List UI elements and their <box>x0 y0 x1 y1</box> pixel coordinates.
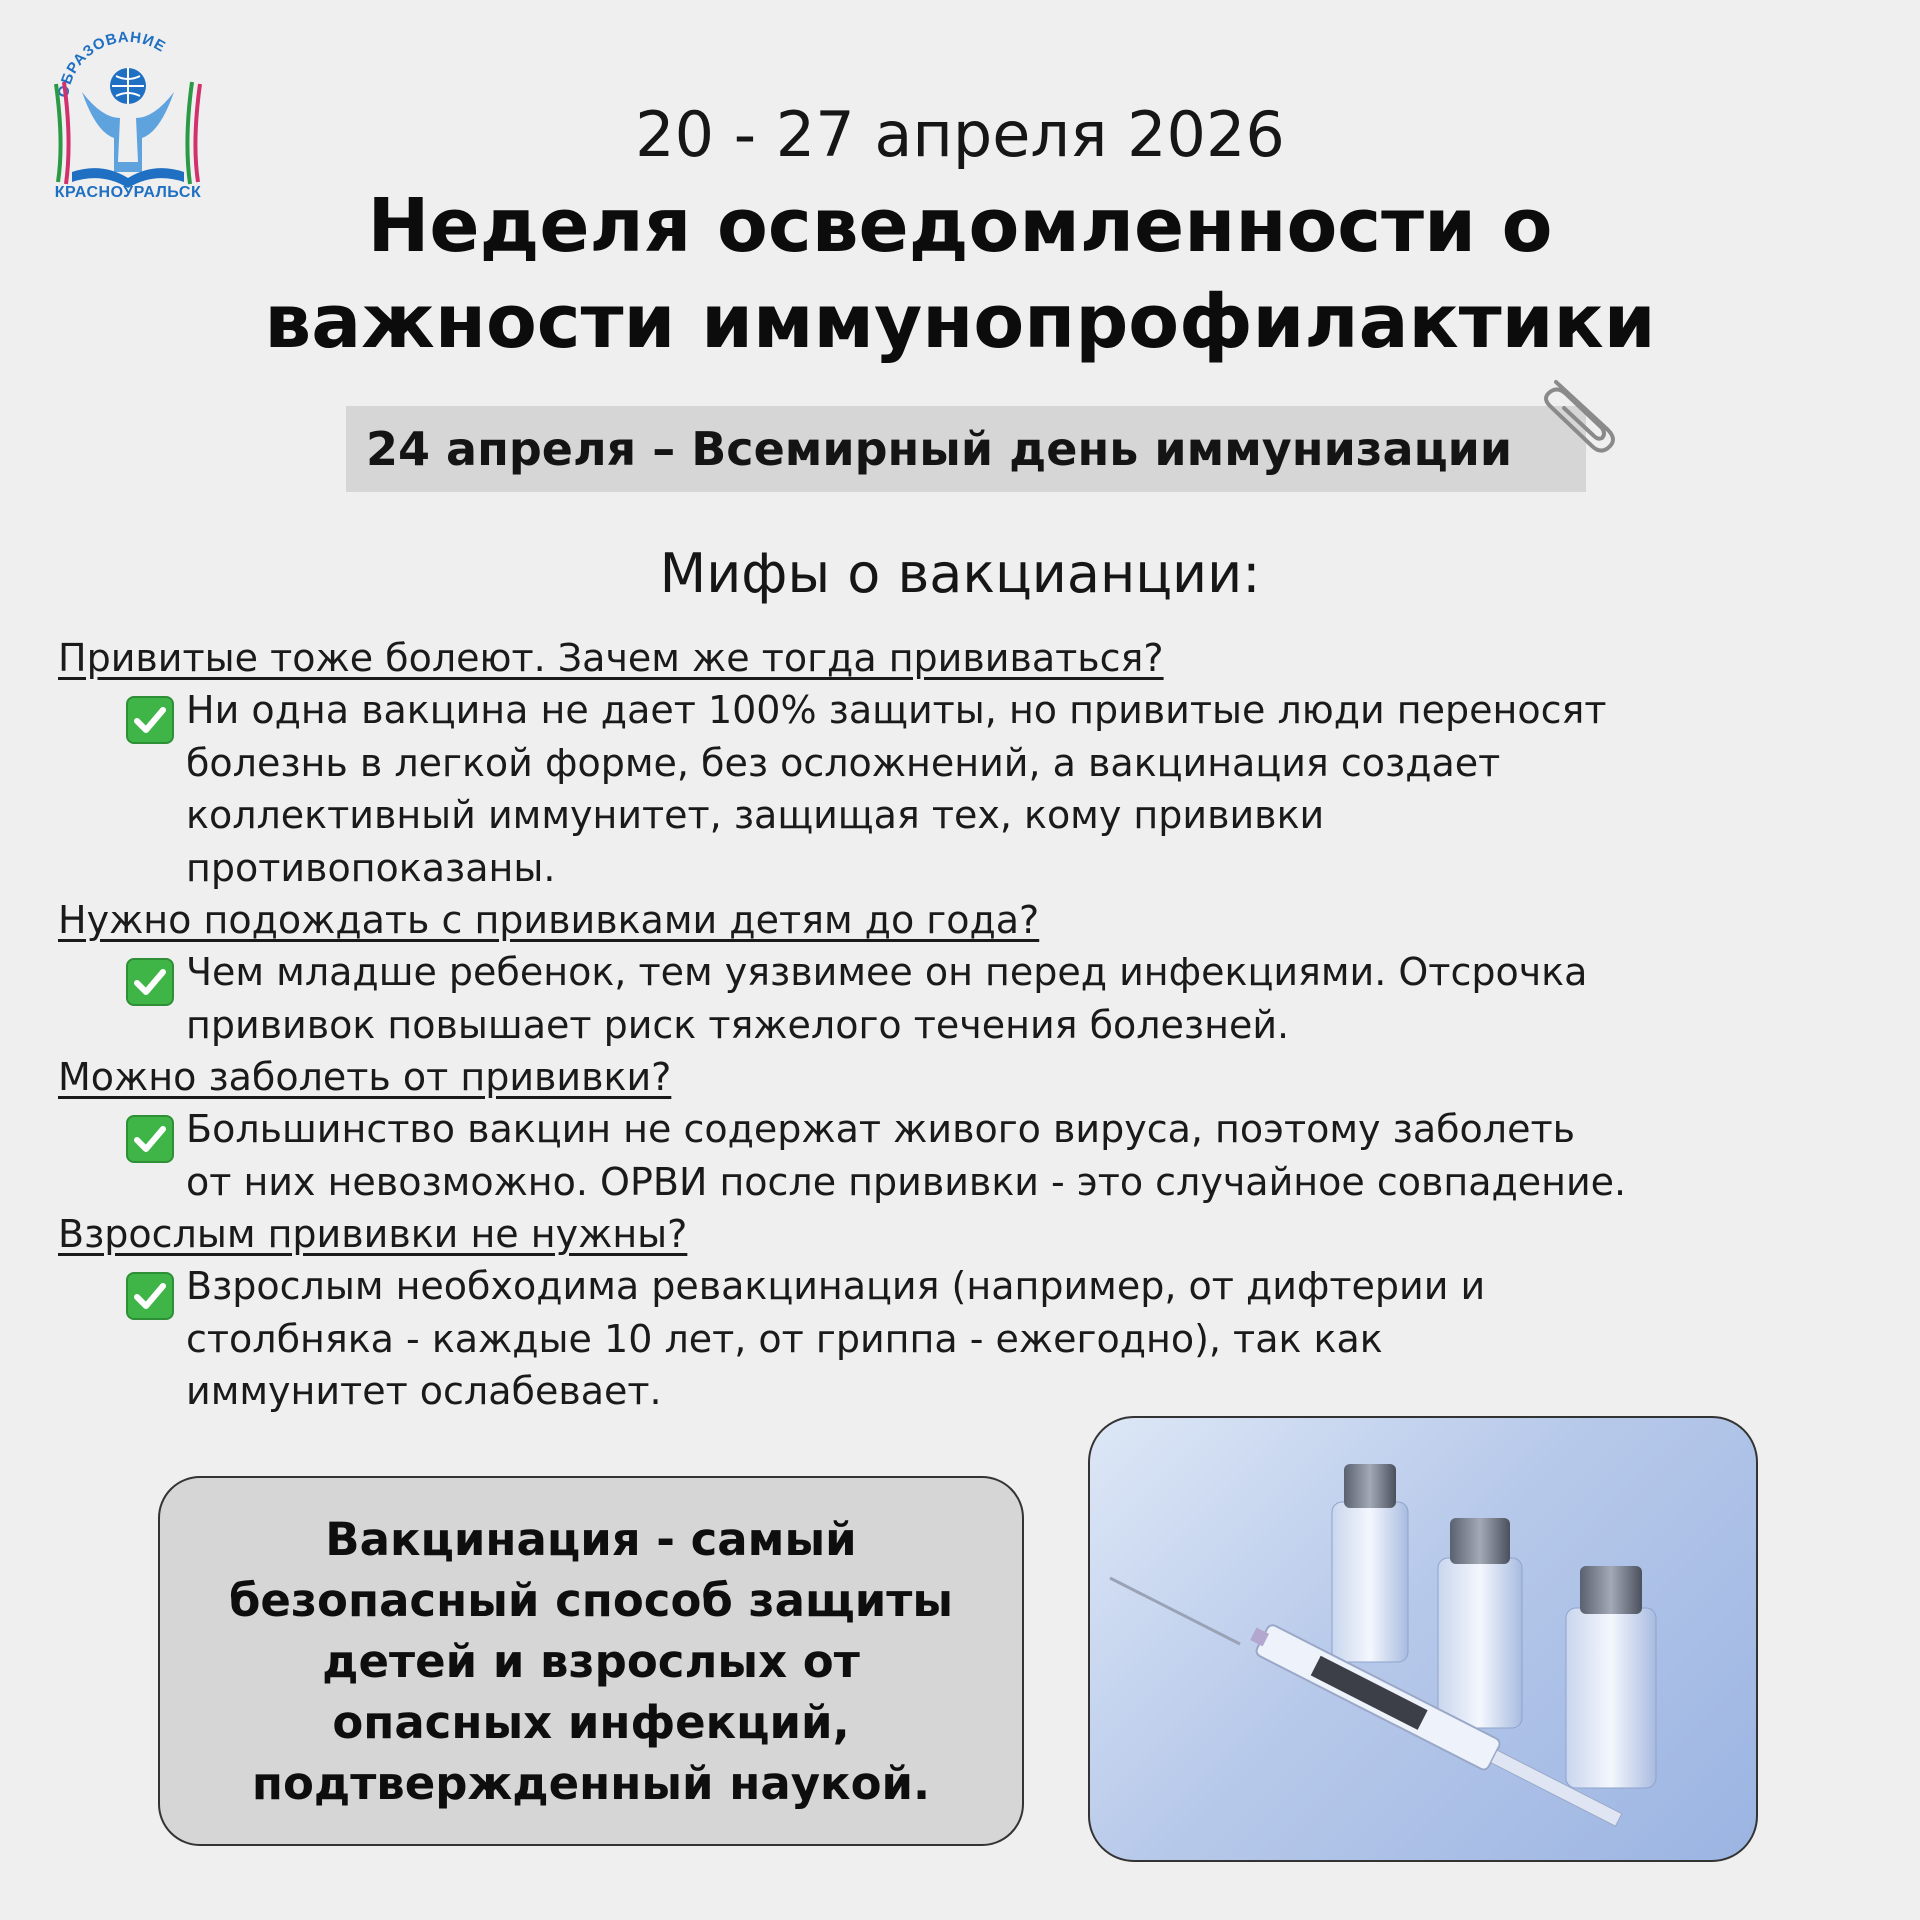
myths-list <box>58 632 1868 1418</box>
myth-answer <box>58 946 1868 1051</box>
answer-line: Большинство вакцин не содержат живого вируса, поэтому заболеть <box>186 1107 1575 1151</box>
myth-question: Взрослым прививки не нужны? <box>58 1212 688 1256</box>
myth-item <box>58 1208 1868 1418</box>
vaccine-vials-syringe-image <box>1088 1416 1758 1862</box>
title-line-1: Неделя осведомленности о <box>367 183 1553 269</box>
answer-line: от них невозможно. ОРВИ после прививки - это случайное совпадение. <box>186 1159 1627 1204</box>
check-mark-icon <box>126 696 174 744</box>
myth-answer <box>58 684 1868 894</box>
answer-line: болезнь в легкой форме, без осложнений, а вакцинация создает <box>186 740 1501 785</box>
check-mark-icon <box>126 1115 174 1163</box>
title-line-2: важности иммунопрофилактики <box>264 279 1656 365</box>
answer-line: Ни одна вакцина не дает 100% защиты, но привитые люди переносят <box>186 688 1607 732</box>
myth-answer <box>58 1260 1868 1418</box>
answer-line: коллективный иммунитет, защищая тех, кому прививки <box>186 793 1325 837</box>
event-date: 20 - 27 апреля 2026 <box>635 98 1285 171</box>
myth-item <box>58 894 1868 1051</box>
paperclip-icon <box>1538 368 1628 458</box>
answer-line: прививок повышает риск тяжелого течения болезней. <box>186 1002 1290 1047</box>
conclusion-line: опасных инфекций, <box>332 1695 850 1749</box>
conclusion-line: безопасный способ защиты <box>228 1573 954 1627</box>
myth-question: Привитые тоже болеют. Зачем же тогда прививаться? <box>58 636 1164 680</box>
myth-item <box>58 1051 1868 1208</box>
myths-heading: Мифы о вакцианции: <box>659 542 1261 605</box>
conclusion-box <box>158 1476 1024 1846</box>
answer-line: Взрослым необходима ревакцинация (например, от дифтерии и <box>186 1264 1486 1308</box>
answer-line: столбняка - каждые 10 лет, от гриппа - ежегодно), так как <box>186 1316 1383 1361</box>
subtitle-banner <box>346 406 1586 492</box>
conclusion-line: подтвержденный наукой. <box>251 1756 931 1810</box>
answer-line: противопоказаны. <box>186 845 556 890</box>
myth-question: Нужно подождать с прививками детям до года? <box>58 898 1040 942</box>
logo-caption: КРАСНОУРАЛЬСК <box>54 184 202 201</box>
subtitle-text: 24 апреля – Всемирный день иммунизации <box>366 422 1513 476</box>
answer-line: иммунитет ослабевает. <box>186 1369 662 1413</box>
myth-question: Можно заболеть от прививки? <box>58 1055 672 1099</box>
myth-item <box>58 632 1868 894</box>
logo-arc-text: ОБРАЗОВАНИЕ <box>54 28 169 99</box>
check-mark-icon <box>126 958 174 1006</box>
conclusion-line: детей и взрослых от <box>322 1634 860 1688</box>
page-title <box>140 178 1780 370</box>
conclusion-text <box>181 1509 1001 1814</box>
answer-line: Чем младше ребенок, тем уязвимее он перед инфекциями. Отсрочка <box>186 950 1588 994</box>
conclusion-line: Вакцинация - самый <box>325 1512 857 1566</box>
myth-answer <box>58 1103 1868 1208</box>
check-mark-icon <box>126 1272 174 1320</box>
